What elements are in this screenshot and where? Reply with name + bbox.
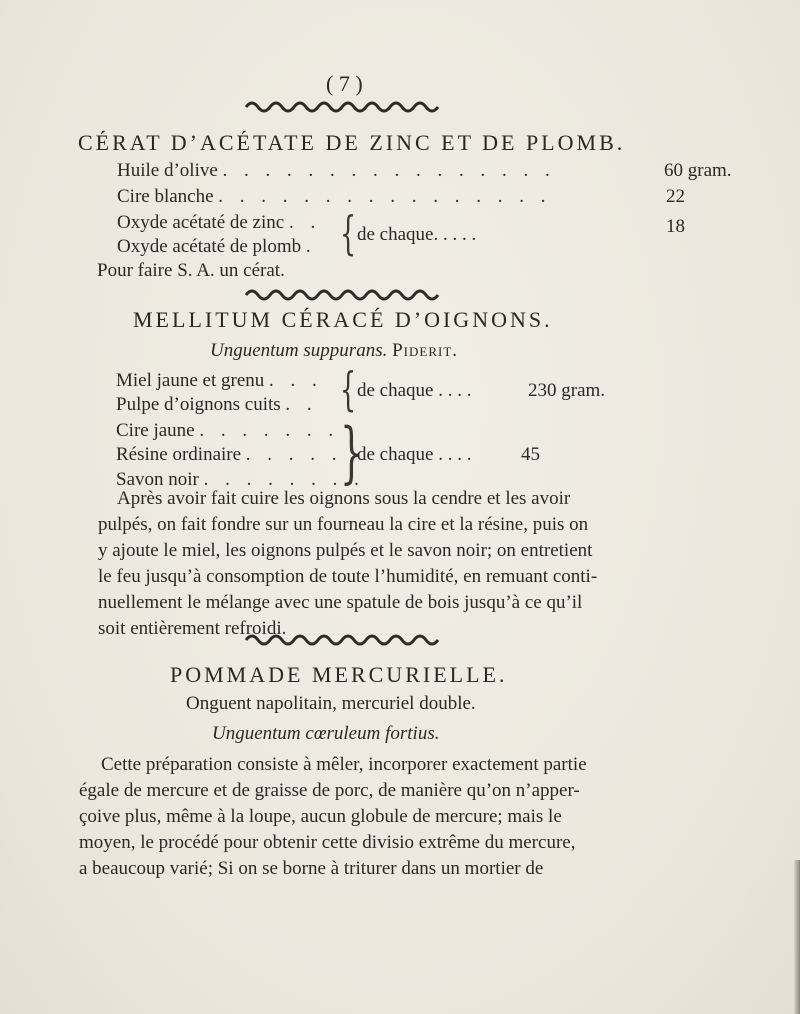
- paragraph-line: égale de mercure et de graisse de porc, de manière qu’on n’apper-: [79, 780, 580, 801]
- grouping-brace: }: [340, 414, 364, 491]
- section-title-mellitum: MELLITUM CÉRACÉ D’OIGNONS.: [133, 307, 553, 332]
- section-subtitle: Onguent napolitain, mercuriel double.: [186, 693, 476, 714]
- leader-dots: . . . . .: [245, 444, 343, 465]
- leader-dots: .: [305, 236, 317, 257]
- page-number: ( 7 ): [326, 71, 363, 96]
- latin-name: Unguentum suppurans.: [210, 340, 388, 361]
- brace-label: de chaque . . . .: [357, 444, 472, 465]
- ingredient-name: Cire blanche: [117, 186, 214, 207]
- paragraph-line: y ajoute le miel, les oignons pulpés et le savon noir; on entretient: [98, 540, 593, 561]
- recipe-instruction: Pour faire S. A. un cérat.: [97, 260, 285, 281]
- author-name: Piderit.: [392, 340, 459, 361]
- ornament-divider: [244, 100, 444, 114]
- ornament-divider: [244, 633, 444, 647]
- ingredient-qty: 18: [666, 216, 685, 237]
- leader-dots: . . . . . . . . . . . . . . . .: [218, 186, 552, 207]
- leader-dots: . . . . . . . .: [203, 469, 365, 490]
- paragraph-line: nuellement le mélange avec une spatule de bois jusqu’à ce qu’il: [98, 592, 583, 613]
- paragraph-line: Après avoir fait cuire les oignons sous la cendre et les avoir: [117, 488, 571, 509]
- latin-subtitle: [210, 340, 458, 362]
- recipe-paragraph: [79, 752, 697, 882]
- ingredient-name: Cire jaune: [116, 420, 195, 441]
- leader-dots: . .: [288, 212, 322, 233]
- section-title-pommade: POMMADE MERCURIELLE.: [170, 662, 508, 687]
- ingredient-row: [116, 394, 318, 416]
- grouping-brace: {: [340, 206, 357, 260]
- ingredient-qty: 60 gram.: [664, 160, 732, 181]
- ingredient-name: Oxyde acétaté de plomb: [117, 236, 302, 257]
- ingredient-name: Miel jaune et grenu: [116, 370, 265, 391]
- ingredient-qty: 230 gram.: [528, 380, 606, 401]
- ornament-divider: [244, 288, 444, 302]
- recipe-paragraph: [79, 486, 697, 642]
- ingredient-qty: 45: [521, 444, 540, 465]
- paragraph-line: moyen, le procédé pour obtenir cette divisio extrême du mercure,: [79, 832, 576, 853]
- leader-dots: . .: [285, 394, 318, 415]
- paragraph-line: a beaucoup varié; Si on se borne à triturer dans un mortier de: [79, 858, 544, 879]
- ingredient-name: Savon noir: [116, 469, 199, 490]
- latin-subtitle: Unguentum cœruleum fortius.: [212, 723, 440, 744]
- brace-label: de chaque . . . .: [357, 380, 472, 401]
- ingredient-row: [117, 186, 552, 208]
- paragraph-line: pulpés, on fait fondre sur un fourneau la cire et la résine, puis on: [98, 514, 589, 535]
- brace-label: de chaque. . . . .: [357, 224, 477, 245]
- ingredient-name: Oxyde acétaté de zinc: [117, 212, 285, 233]
- ingredient-row: [117, 236, 317, 258]
- ingredient-row: [116, 420, 339, 442]
- ingredient-name: Pulpe d’oignons cuits: [116, 394, 281, 415]
- section-title-cerat: CÉRAT D’ACÉTATE DE ZINC ET DE PLOMB.: [78, 130, 626, 155]
- leader-dots: . . . . . . .: [199, 420, 340, 441]
- leader-dots: . . .: [269, 370, 323, 391]
- paragraph-line: soit entièrement refroidi.: [98, 618, 287, 639]
- ingredient-qty: 22: [666, 186, 685, 207]
- leader-dots: . . . . . . . . . . . . . . . .: [222, 160, 556, 181]
- ingredient-row: [117, 160, 556, 182]
- paragraph-line: çoive plus, même à la loupe, aucun globule de mercure; mais le: [79, 806, 562, 827]
- ingredient-row: [117, 212, 321, 234]
- paragraph-line: Cette préparation consiste à mêler, incorporer exactement partie: [101, 754, 587, 775]
- ingredient-name: Résine ordinaire: [116, 444, 242, 465]
- ingredient-row: [116, 370, 323, 392]
- page-edge-shadow: [794, 860, 800, 1014]
- ingredient-row: [116, 444, 343, 466]
- ingredient-name: Huile d’olive: [117, 160, 218, 181]
- paragraph-line: le feu jusqu’à consomption de toute l’humidité, en remuant conti-: [98, 566, 598, 587]
- grouping-brace: {: [340, 362, 357, 416]
